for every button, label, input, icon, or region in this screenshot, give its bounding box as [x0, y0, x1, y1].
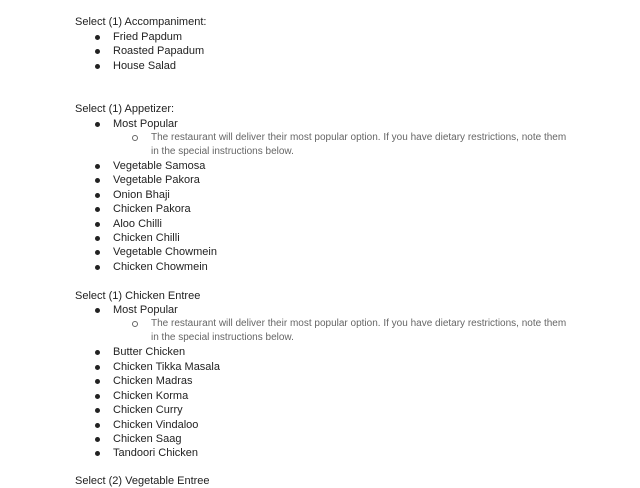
list-item-label: Chicken Chilli [113, 232, 180, 244]
hollow-bullet-icon [132, 135, 138, 141]
list-item-label: Vegetable Pakora [113, 174, 200, 186]
section-title-chicken-entree: Select (1) Chicken Entree [75, 290, 201, 302]
note-text: The restaurant will deliver their most popular option. If you have dietary restrictions, note them in the special instructions below. [151, 132, 567, 157]
list-item-label: Fried Papdum [113, 31, 183, 43]
section-title-appetizer: Select (1) Appetizer: [75, 103, 175, 115]
list-item-label: Aloo Chilli [113, 218, 162, 230]
bullet-icon [95, 222, 100, 227]
list-item-label: Chicken Vindaloo [113, 419, 199, 431]
bullet-icon [95, 236, 100, 241]
list-item-label: Tandoori Chicken [113, 447, 198, 459]
bullet-icon [95, 394, 100, 399]
bullet-icon [95, 35, 100, 40]
list-item-label: Chicken Tikka Masala [113, 361, 220, 373]
bullet-icon [95, 193, 100, 198]
bullet-icon [95, 49, 100, 54]
bullet-icon [95, 178, 100, 183]
list-item-label: Most Popular [113, 304, 178, 316]
list-item-label: Chicken Madras [113, 375, 193, 387]
note-text: The restaurant will deliver their most popular option. If you have dietary restrictions, note them in the special instructions below. [151, 318, 567, 343]
bullet-icon [95, 379, 100, 384]
bullet-icon [95, 250, 100, 255]
bullet-icon [95, 423, 100, 428]
section-title-vegetable-entree: Select (2) Vegetable Entree [75, 475, 210, 487]
list-item-label: Butter Chicken [113, 346, 186, 358]
hollow-bullet-icon [132, 321, 138, 327]
bullet-icon [95, 122, 100, 127]
bullet-icon [95, 207, 100, 212]
bullet-icon [95, 265, 100, 270]
list-item-label: Chicken Pakora [113, 203, 191, 215]
section-title-accompaniment: Select (1) Accompaniment: [75, 16, 207, 28]
bullet-icon [95, 451, 100, 456]
bullet-icon [95, 64, 100, 69]
bullet-icon [95, 437, 100, 442]
bullet-icon [95, 408, 100, 413]
list-item-label: Chicken Curry [113, 404, 183, 416]
bullet-icon [95, 365, 100, 370]
list-item-label: Chicken Saag [113, 433, 182, 445]
bullet-icon [95, 164, 100, 169]
list-item-label: Chicken Korma [113, 390, 189, 402]
list-item-label: House Salad [113, 60, 176, 72]
list-item-label: Roasted Papadum [113, 45, 205, 57]
list-item-label: Onion Bhaji [113, 189, 170, 201]
list-item-label: Vegetable Chowmein [113, 246, 217, 258]
list-item-label: Vegetable Samosa [113, 160, 206, 172]
list-item-label: Most Popular [113, 118, 178, 130]
bullet-icon [95, 350, 100, 355]
bullet-icon [95, 308, 100, 313]
list-item-label: Chicken Chowmein [113, 261, 208, 273]
